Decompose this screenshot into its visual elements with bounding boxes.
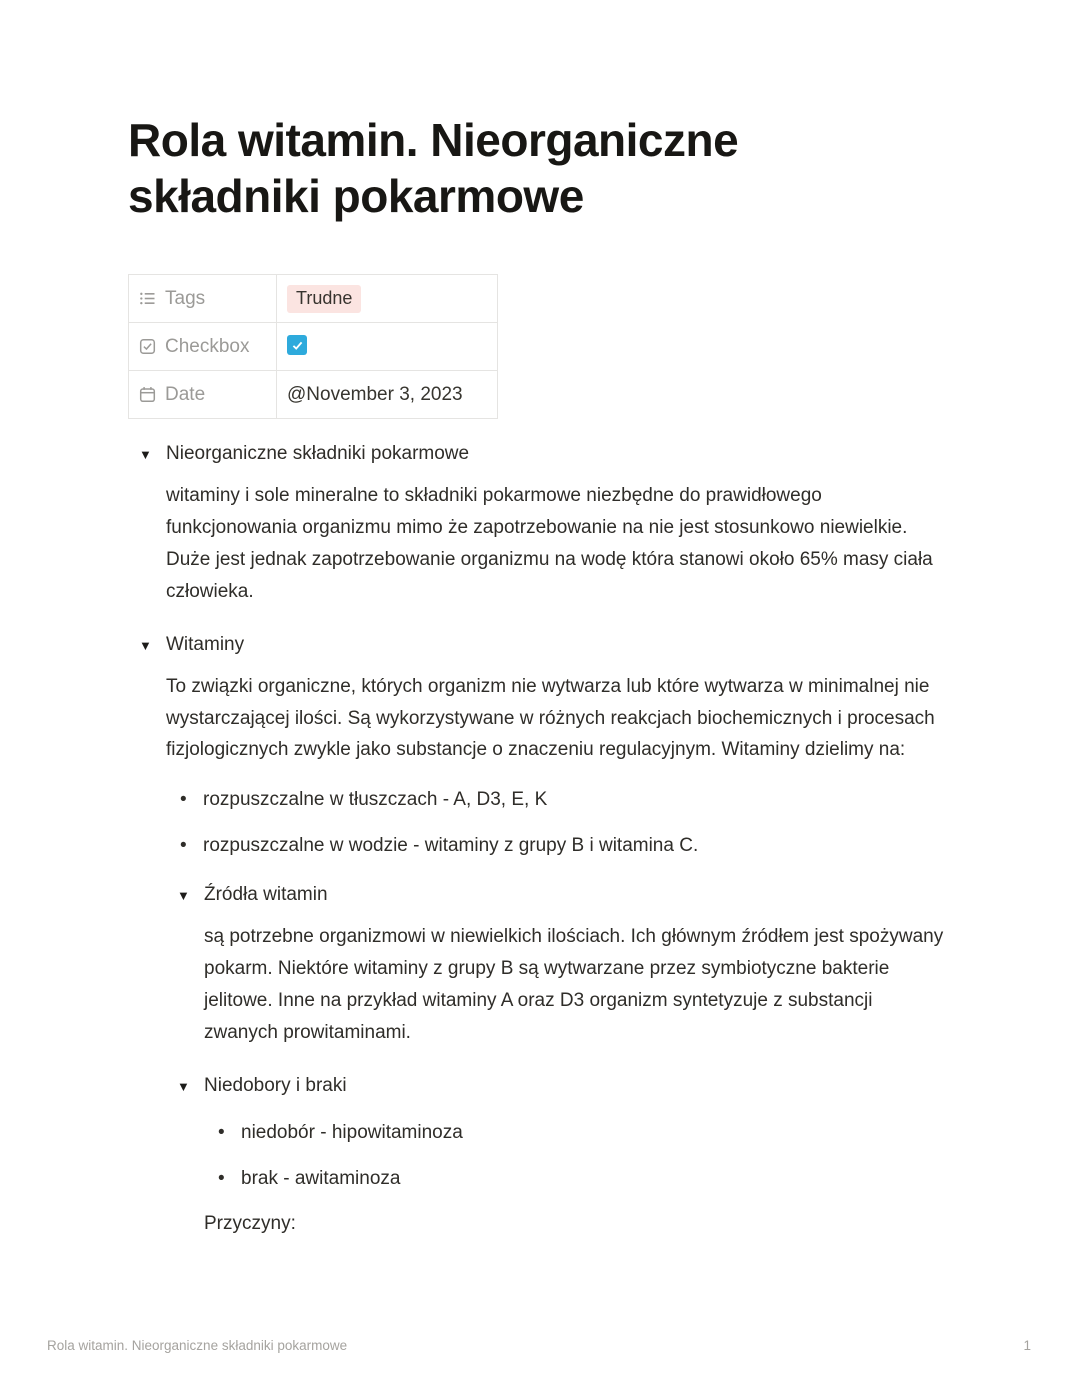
toggle-arrow-icon[interactable]: ▼ (139, 447, 152, 463)
paragraph: są potrzebne organizmowi w niewielkich ilościach. Ich głównym źródłem jest spożywany pokarm. Niektóre witaminy z grupy B są wytwarzane przez symbiotyczne bakterie jelitowe. Inne na przykład witaminy A oraz D3 organizm syntetyzuje z substancji zwanych prowitaminami. (204, 926, 944, 1043)
property-row-checkbox (129, 323, 498, 371)
bullet-icon: • (180, 835, 187, 857)
toggle-block-sources (166, 876, 950, 1049)
bullet-text: rozpuszczalne w wodzie - witaminy z grupy B i witamina C. (203, 835, 699, 857)
paragraph: witaminy i sole mineralne to składniki pokarmowe niezbędne do prawidłowego funkcjonowania organizmu mimo że zapotrzebowanie na nie jest stosunkowo niewielkie. Duże jest jednak zapotrzebowanie organizmu na wodę która stanowi około 65% masy ciała człowieka. (166, 485, 933, 602)
toggle-block-inorganic (128, 435, 950, 608)
list-item (204, 1117, 950, 1149)
list-item (204, 1163, 950, 1195)
footer-document-title: Rola witamin. Nieorganiczne składniki pokarmowe (47, 1338, 348, 1353)
toggle-header-vitamins[interactable] (128, 626, 950, 664)
page-footer (47, 1338, 1031, 1353)
document-body (128, 435, 950, 1240)
properties-table (128, 274, 498, 419)
property-label-date: Date (165, 383, 206, 405)
toggle-arrow-icon[interactable]: ▼ (177, 888, 190, 904)
checkbox-property-icon (139, 338, 156, 355)
bullet-text: brak - awitaminoza (241, 1167, 401, 1189)
toggle-header-sources[interactable] (166, 876, 950, 914)
list-item (166, 830, 950, 862)
list-item (166, 784, 950, 816)
bullet-text: niedobór - hipowitaminoza (241, 1121, 463, 1143)
calendar-icon (139, 386, 156, 403)
property-label-tags: Tags (165, 287, 206, 309)
checkbox-checked[interactable] (287, 335, 307, 355)
toggle-block-deficiency (166, 1067, 950, 1241)
bullet-icon: • (218, 1121, 225, 1143)
bullet-icon: • (218, 1167, 225, 1189)
toggle-header-inorganic[interactable] (128, 435, 950, 473)
toggle-title: Witaminy (166, 633, 245, 655)
property-label-checkbox: Checkbox (165, 335, 250, 357)
toggle-block-vitamins (128, 626, 950, 1241)
bullet-icon: • (180, 789, 187, 811)
bullet-text: rozpuszczalne w tłuszczach - A, D3, E, K (203, 789, 548, 811)
tags-list-icon (139, 290, 156, 307)
property-row-date (129, 371, 498, 419)
toggle-title: Niedobory i braki (204, 1074, 347, 1096)
toggle-title: Nieorganiczne składniki pokarmowe (166, 443, 470, 465)
toggle-header-deficiency[interactable] (166, 1067, 950, 1105)
footer-page-number: 1 (1023, 1338, 1031, 1353)
paragraph: To związki organiczne, których organizm nie wytwarza lub które wytwarza w minimalnej nie wystarczającej ilości. Są wykorzystywane w różnych reakcjach biochemicznych i procesach fizjologicznych zwykle jako substancje o znaczeniu regulacyjnym. Witaminy dzielimy na: (166, 675, 935, 761)
date-value[interactable]: @November 3, 2023 (287, 383, 463, 405)
paragraph: Przyczyny: (204, 1213, 296, 1235)
toggle-title: Źródła witamin (204, 884, 328, 906)
page-title: Rola witamin. Nieorganiczne składniki pokarmowe (128, 114, 739, 223)
property-row-tags (129, 275, 498, 323)
toggle-arrow-icon[interactable]: ▼ (177, 1078, 190, 1094)
tag-chip-trudne[interactable]: Trudne (287, 285, 361, 313)
toggle-arrow-icon[interactable]: ▼ (139, 637, 152, 653)
